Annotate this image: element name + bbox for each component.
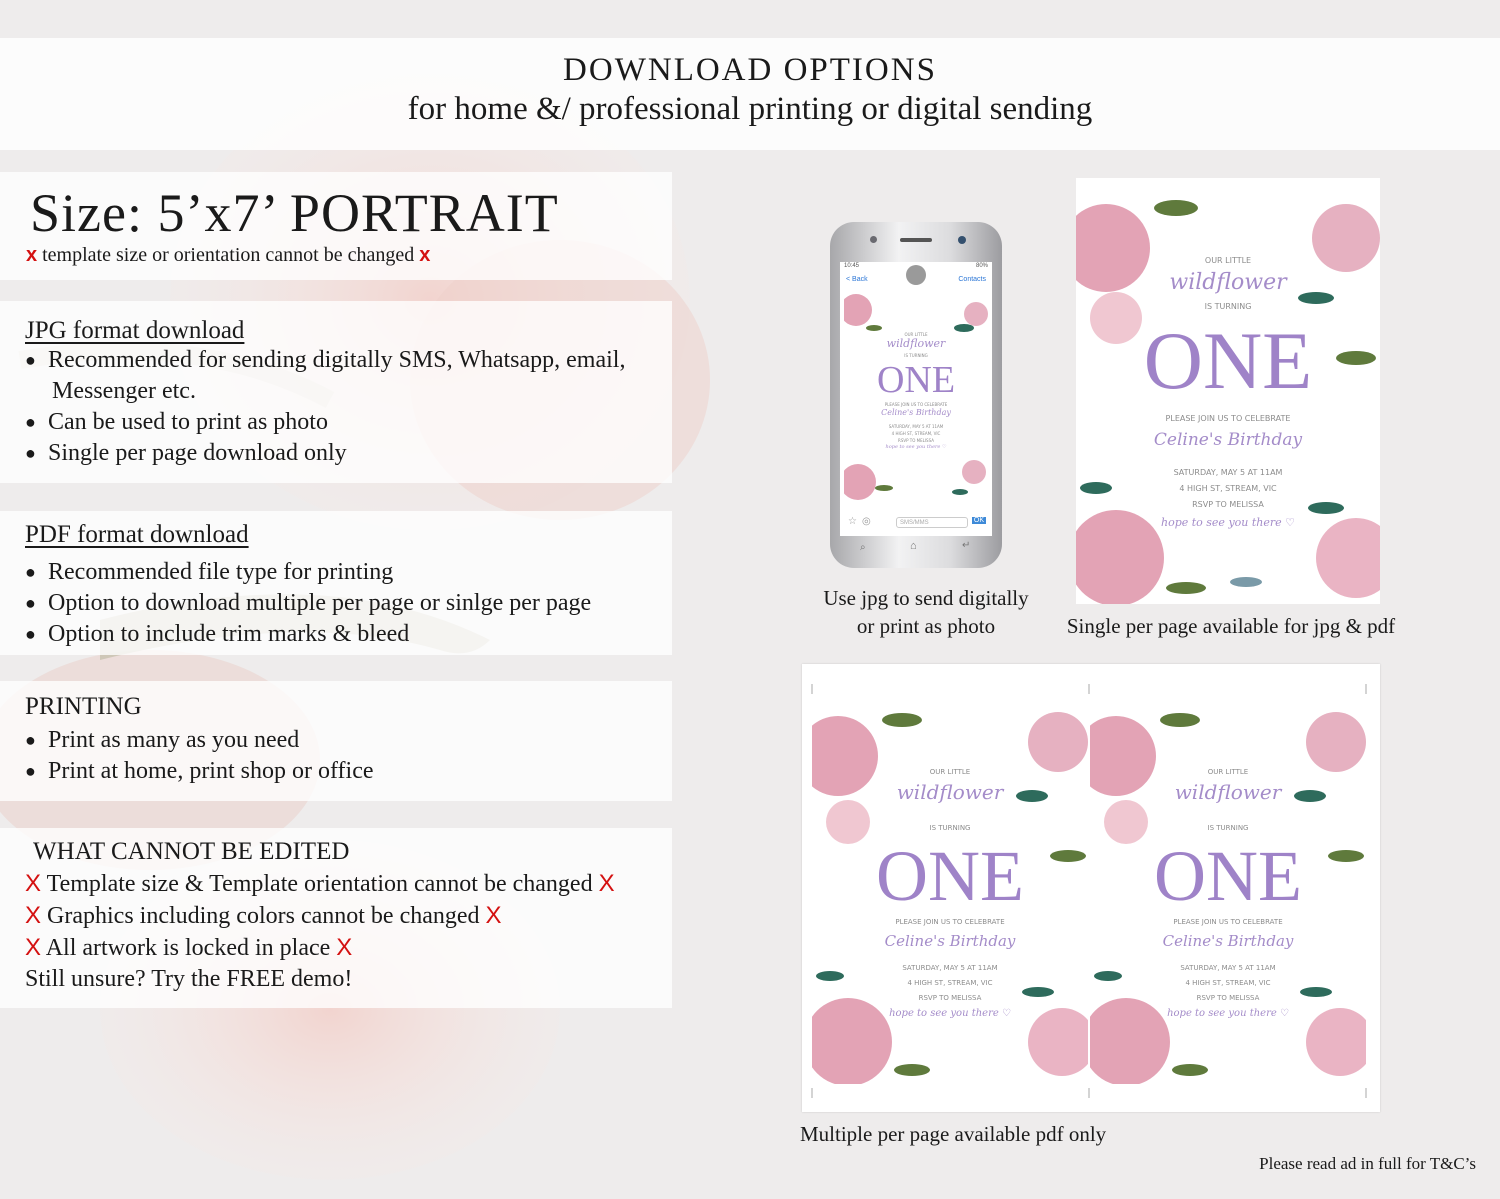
terms-note: Please read ad in full for T&C’s [1259,1154,1476,1173]
cannot-edit-panel [0,828,672,1008]
phone-camera-icon [870,236,877,243]
status-time: 10:45 [844,263,860,269]
list-item-text: Messenger etc. [52,378,196,404]
invitation-script: wildflower [896,780,1004,804]
list-item-text: Can be used to print as photo [48,409,328,435]
printing-list [25,725,374,787]
invitation-script: wildflower [886,337,946,350]
list-item [25,407,625,438]
invitation-line: SATURDAY, MAY 5 AT 11AM [902,964,998,972]
sms-input[interactable]: SMS/MMS [896,517,968,528]
red-x-icon: X [25,934,42,961]
list-item [25,588,591,619]
invitation-line: PLEASE JOIN US TO CELEBRATE [895,918,1005,926]
phone-mockup [830,222,1002,568]
bullet-icon: ● [25,350,36,370]
recent-apps-icon: ↵ [962,540,971,551]
invitation-line: OUR LITTLE [929,768,971,776]
bullet-icon: ● [25,730,36,750]
red-x-icon: x [419,244,431,266]
list-item-text: Option to download multiple per page or sinlge per page [48,590,592,616]
size-note [26,244,430,267]
list-item [25,619,591,650]
list-item-text: Single per page download only [48,440,347,466]
header-banner [0,38,1500,150]
jpg-title: JPG format download [25,317,245,344]
ok-button[interactable]: OK [973,517,984,524]
invitation-script: Celine's Birthday [881,408,951,417]
pdf-list [25,557,591,650]
list-item [25,756,374,787]
list-item [25,345,625,376]
invitation-script: hope to see you there ♡ [889,1008,1011,1019]
red-x-icon: X [485,902,502,929]
phone-caption [806,584,1046,640]
camera-icon[interactable]: ◎ [862,516,871,527]
page-title: DOWNLOAD OPTIONS [563,52,937,88]
list-item [25,900,615,932]
list-item [25,868,615,900]
list-item [25,932,615,964]
invitation-line: PLEASE JOIN US TO CELEBRATE [1173,918,1283,926]
phone-caption-line: or print as photo [856,614,996,638]
phone-screen [840,262,992,536]
sms-input-bar [844,516,988,530]
multiple-per-page-sheet [802,664,1380,1112]
invitation-line: PLEASE JOIN US TO CELEBRATE [884,402,948,407]
invitation-script: hope to see you there ♡ [1160,516,1295,529]
bullet-icon: ● [25,412,36,432]
invitation-line: SATURDAY, MAY 5 AT 11AM [888,424,944,429]
invitation-line: OUR LITTLE [1204,256,1252,265]
invitation-line: SATURDAY, MAY 5 AT 11AM [1173,468,1283,477]
jpg-panel [0,301,672,483]
contact-avatar [906,265,926,285]
status-battery: 80% [975,263,988,269]
invitation-script: Celine's Birthday [884,932,1016,950]
cannot-edit-list [25,868,615,995]
search-icon: ⌕ [860,542,866,553]
bullet-icon: ● [25,562,36,582]
invitation-line: RSVP TO MELISSA [898,438,934,443]
invitation-script: wildflower [1174,780,1282,804]
list-item [25,725,374,756]
invitation-one: ONE [1154,836,1302,916]
bullet-icon: ● [25,443,36,463]
invitation-one: ONE [876,359,956,401]
red-x-icon: X [598,870,615,897]
list-item-text: Graphics including colors cannot be changed [47,903,480,929]
phone-caption-line: Use jpg to send digitally [823,586,1029,610]
invitation-line: SATURDAY, MAY 5 AT 11AM [1180,964,1276,972]
list-item [25,438,625,469]
invitation-line: PLEASE JOIN US TO CELEBRATE [1165,414,1291,423]
jpg-list [25,345,625,469]
size-note-text: template size or orientation cannot be changed [37,244,420,266]
invitation-line: RSVP TO MELISSA [1192,500,1264,509]
multiple-caption: Multiple per page available pdf only [800,1122,1107,1146]
bullet-icon: ● [25,593,36,613]
invitation-line: IS TURNING [904,353,928,358]
back-link[interactable]: < Back [846,276,868,283]
red-x-icon: X [25,902,42,929]
printing-title: PRINTING [25,693,142,720]
pdf-title: PDF format download [25,521,249,548]
invitation-line: OUR LITTLE [904,332,928,337]
phone-speaker [900,238,932,242]
list-item [25,376,625,407]
list-item-text: Print at home, print shop or office [48,758,374,784]
invitation-script: Celine's Birthday [1162,932,1294,950]
pdf-panel [0,511,672,655]
list-item-text: Recommended file type for printing [48,559,394,585]
invitation-script: hope to see you there ♡ [885,444,947,450]
invitation-line: OUR LITTLE [1207,768,1249,776]
invitation-line: RSVP TO MELISSA [918,994,982,1002]
single-caption: Single per page available for jpg & pdf [1066,614,1396,638]
invitation-one: ONE [876,836,1024,916]
home-icon: ⌂ [910,540,917,552]
printing-panel [0,681,672,801]
contacts-link[interactable]: Contacts [958,276,986,283]
red-x-icon: X [25,870,42,897]
list-item-text: Recommended for sending digitally SMS, Whatsapp, email, [48,347,626,373]
invitation-line: IS TURNING [929,824,971,832]
list-item-text: Print as many as you need [48,727,300,753]
invitation-line: IS TURNING [1204,302,1252,311]
cannot-edit-title: WHAT CANNOT BE EDITED [33,838,350,865]
page-subtitle: for home &/ professional printing or digital sending [407,91,1093,127]
invitation-line: IS TURNING [1207,824,1249,832]
star-icon[interactable]: ☆ [848,516,857,527]
phone-invitation-image [844,292,988,502]
size-panel [0,172,672,280]
invitation-line: 4 HIGH ST, STREAM, VIC [1179,484,1277,493]
red-x-icon: X [336,934,353,961]
invitation-line: 4 HIGH ST, STREAM, VIC [1185,979,1271,987]
invitation-script: hope to see you there ♡ [1167,1008,1289,1019]
invitation-script: wildflower [1169,270,1287,295]
single-invitation-card [1076,178,1380,604]
invitation-line: 4 HIGH ST, STREAM, VIC [907,979,993,987]
phone-sensor-icon [958,236,966,244]
bullet-icon: ● [25,624,36,644]
list-item [25,557,591,588]
size-title: Size: 5’x7’ PORTRAIT [30,183,559,243]
red-x-icon: x [26,244,38,266]
bullet-icon: ● [25,761,36,781]
invitation-line: RSVP TO MELISSA [1196,994,1260,1002]
trim-marks [802,664,1380,1112]
list-item-text: Option to include trim marks & bleed [48,621,410,647]
list-item-text: Template size & Template orientation cannot be changed [46,871,593,897]
invitation-line: 4 HIGH ST, STREAM, VIC [891,431,941,436]
invitation-script: Celine's Birthday [1153,430,1303,450]
demo-note: Still unsure? Try the FREE demo! [25,966,353,992]
list-item-text: All artwork is locked in place [45,935,331,961]
invitation-one: ONE [1143,315,1313,406]
